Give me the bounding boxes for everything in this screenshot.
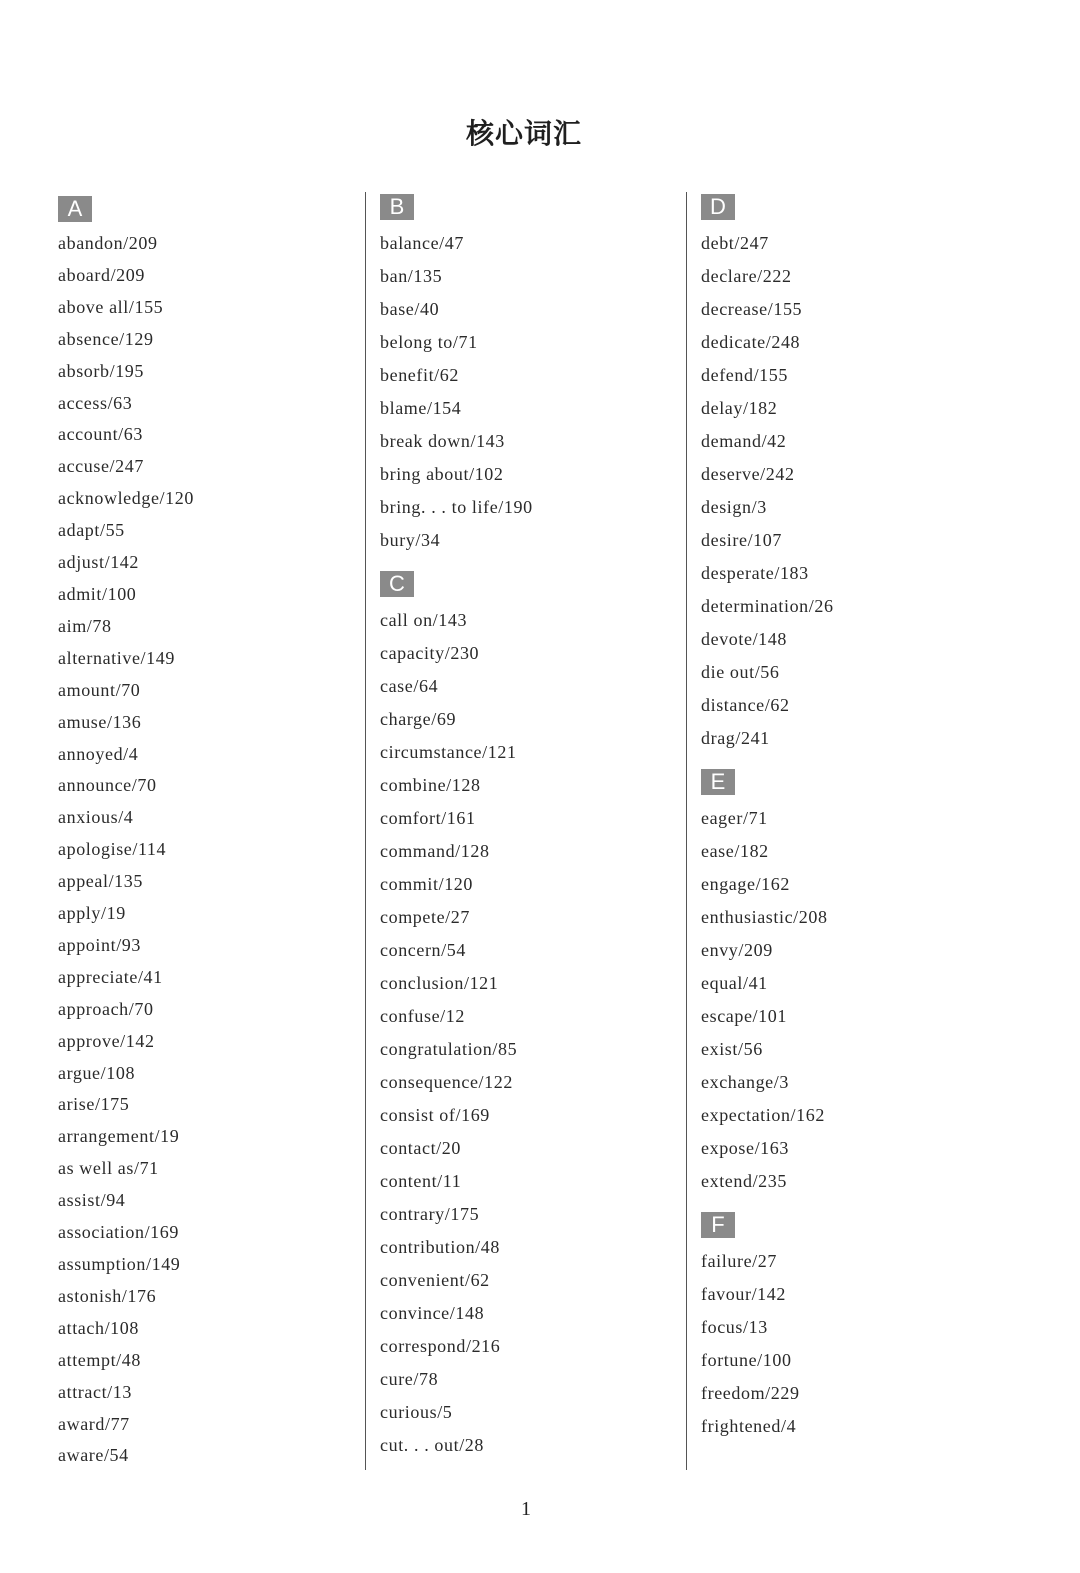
vocab-entry: assist/94 — [58, 1190, 126, 1211]
vocab-entry: break down/143 — [380, 431, 505, 451]
vocab-entry: contrary/175 — [380, 1204, 480, 1224]
vocab-entry: correspond/216 — [380, 1336, 501, 1356]
vocab-entry: determination/26 — [701, 596, 834, 616]
vocab-entry: eager/71 — [701, 808, 768, 828]
vocab-entry: cure/78 — [380, 1369, 439, 1389]
vocab-entry: aim/78 — [58, 615, 112, 636]
vocab-entry: anxious/4 — [58, 807, 134, 828]
vocab-entry: appeal/135 — [58, 871, 143, 892]
section-letter-badge: B — [380, 194, 414, 220]
vocab-entry: assumption/149 — [58, 1254, 181, 1274]
vocab-entry: convince/148 — [380, 1303, 485, 1323]
vocab-entry: as well as/71 — [58, 1158, 159, 1179]
column-divider — [365, 192, 366, 1470]
vocab-entry: drag/241 — [701, 728, 770, 748]
vocab-entry: amount/70 — [58, 679, 141, 700]
vocab-entry: consist of/169 — [380, 1105, 490, 1125]
vocab-entry: ban/135 — [380, 266, 443, 286]
vocab-entry: cut. . . out/28 — [380, 1435, 484, 1455]
vocab-entry: base/40 — [380, 299, 440, 319]
vocab-entry: freedom/229 — [701, 1383, 800, 1403]
vocab-entry: annoyed/4 — [58, 743, 139, 764]
vocab-entry: design/3 — [701, 497, 767, 517]
vocab-entry: distance/62 — [701, 695, 790, 715]
vocab-entry: capacity/230 — [380, 643, 480, 663]
vocab-entry: debt/247 — [701, 233, 769, 253]
vocab-entry: exist/56 — [701, 1039, 763, 1059]
vocab-entry: frightened/4 — [701, 1416, 797, 1436]
vocab-entry: arrangement/19 — [58, 1126, 180, 1147]
vocab-entry: desire/107 — [701, 530, 782, 550]
vocab-entry: commit/120 — [380, 874, 473, 894]
vocab-entry: exchange/3 — [701, 1072, 789, 1092]
vocab-entry: defend/155 — [701, 365, 788, 385]
vocab-entry: admit/100 — [58, 583, 137, 604]
vocab-entry: aboard/209 — [58, 264, 145, 285]
vocab-entry: dedicate/248 — [701, 332, 801, 352]
vocab-entry: curious/5 — [380, 1402, 453, 1422]
vocab-entry: arise/175 — [58, 1094, 130, 1115]
vocab-entry: abandon/209 — [58, 233, 158, 253]
vocab-entry: envy/209 — [701, 940, 773, 960]
vocab-entry: deserve/242 — [701, 464, 795, 484]
vocab-entry: attach/108 — [58, 1317, 139, 1338]
vocab-entry: consequence/122 — [380, 1072, 513, 1092]
vocab-entry: absorb/195 — [58, 360, 144, 381]
vocab-entry: call on/143 — [380, 610, 468, 630]
section-letter-badge: F — [701, 1212, 735, 1238]
vocab-entry: die out/56 — [701, 662, 780, 682]
vocab-entry: access/63 — [58, 392, 133, 413]
vocab-entry: blame/154 — [380, 398, 462, 418]
vocab-entry: belong to/71 — [380, 332, 478, 352]
vocab-entry: expose/163 — [701, 1138, 789, 1158]
column-2 — [380, 190, 680, 1462]
vocab-entry: account/63 — [58, 424, 143, 445]
vocab-entry: argue/108 — [58, 1062, 136, 1083]
vocab-entry: failure/27 — [701, 1251, 777, 1271]
vocab-entry: content/11 — [380, 1171, 462, 1191]
vocab-entry: conclusion/121 — [380, 973, 499, 993]
section-letter-badge: A — [58, 196, 92, 222]
vocab-entry: accuse/247 — [58, 456, 144, 477]
vocab-entry: association/169 — [58, 1222, 179, 1243]
vocab-entry: confuse/12 — [380, 1006, 465, 1026]
vocab-entry: balance/47 — [380, 233, 464, 253]
vocab-entry: appreciate/41 — [58, 966, 163, 987]
vocab-entry: announce/70 — [58, 775, 157, 796]
vocab-entry: devote/148 — [701, 629, 787, 649]
vocab-entry: amuse/136 — [58, 711, 142, 732]
vocab-entry: approach/70 — [58, 998, 154, 1019]
vocab-entry: congratulation/85 — [380, 1039, 518, 1059]
vocab-entry: alternative/149 — [58, 647, 175, 668]
vocab-entry: acknowledge/120 — [58, 488, 194, 509]
vocab-entry: convenient/62 — [380, 1270, 490, 1290]
section-letter-badge: E — [701, 769, 735, 795]
vocab-entry: bring. . . to life/190 — [380, 497, 533, 517]
vocab-entry: engage/162 — [701, 874, 790, 894]
vocab-entry: absence/129 — [58, 328, 154, 349]
vocab-entry: equal/41 — [701, 973, 768, 993]
section-b — [380, 190, 680, 557]
section-a — [58, 190, 358, 1472]
vocab-entry: aware/54 — [58, 1445, 129, 1466]
vocab-entry: combine/128 — [380, 775, 481, 795]
vocab-entry: command/128 — [380, 841, 490, 861]
page-title: 核心词汇 — [465, 117, 582, 150]
vocab-entry: contribution/48 — [380, 1237, 500, 1257]
vocab-entry: apply/19 — [58, 903, 126, 924]
vocab-entry: apologise/114 — [58, 839, 167, 860]
vocab-entry: benefit/62 — [380, 365, 459, 385]
column-3 — [701, 190, 1001, 1443]
vocab-entry: adjust/142 — [58, 552, 139, 573]
vocab-entry: expectation/162 — [701, 1105, 825, 1125]
vocab-entry: astonish/176 — [58, 1285, 157, 1306]
vocab-entry: concern/54 — [380, 940, 466, 960]
vocab-entry: enthusiastic/208 — [701, 907, 828, 927]
column-divider — [686, 192, 687, 1470]
vocab-entry: desperate/183 — [701, 563, 809, 583]
page-number: 1 — [521, 1498, 531, 1520]
vocab-entry: favour/142 — [701, 1284, 786, 1304]
section-f — [701, 1208, 1001, 1443]
section-d — [701, 190, 1001, 755]
vocab-entry: fortune/100 — [701, 1350, 792, 1370]
vocab-entry: escape/101 — [701, 1006, 787, 1026]
section-letter-badge: C — [380, 571, 414, 597]
vocab-entry: extend/235 — [701, 1171, 787, 1191]
vocab-entry: adapt/55 — [58, 520, 125, 541]
vocab-entry: charge/69 — [380, 709, 457, 729]
section-letter-badge: D — [701, 194, 735, 220]
vocab-entry: approve/142 — [58, 1030, 155, 1051]
vocab-entry: case/64 — [380, 676, 439, 696]
section-c — [380, 567, 680, 1462]
vocab-entry: circumstance/121 — [380, 742, 517, 762]
column-1 — [58, 190, 358, 1472]
vocab-entry: contact/20 — [380, 1138, 461, 1158]
vocab-entry: attract/13 — [58, 1381, 132, 1402]
vocab-entry: ease/182 — [701, 841, 769, 861]
vocab-entry: demand/42 — [701, 431, 787, 451]
vocab-entry: attempt/48 — [58, 1349, 141, 1370]
vocab-entry: bury/34 — [380, 530, 441, 550]
vocab-entry: decrease/155 — [701, 299, 803, 319]
vocab-entry: comfort/161 — [380, 808, 476, 828]
vocab-entry: above all/155 — [58, 296, 164, 317]
vocab-entry: focus/13 — [701, 1317, 768, 1337]
vocab-entry: declare/222 — [701, 266, 792, 286]
vocab-entry: award/77 — [58, 1413, 130, 1434]
vocab-entry: appoint/93 — [58, 934, 141, 955]
section-e — [701, 765, 1001, 1198]
vocab-entry: delay/182 — [701, 398, 778, 418]
vocab-entry: bring about/102 — [380, 464, 504, 484]
vocab-entry: compete/27 — [380, 907, 470, 927]
